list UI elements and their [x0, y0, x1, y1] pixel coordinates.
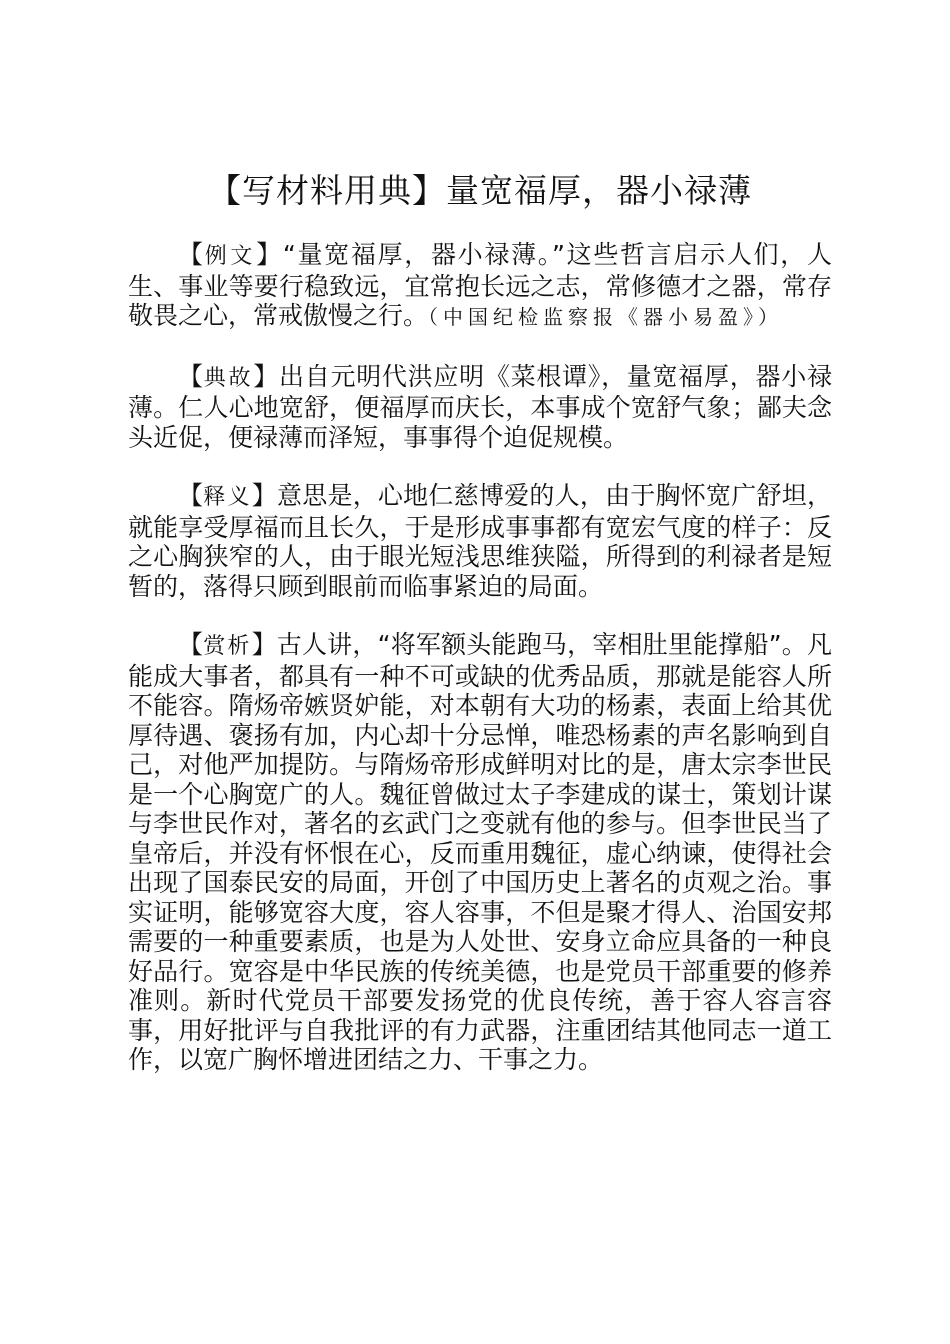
- allusion-paragraph: [128, 362, 832, 453]
- appreciation-paragraph: [128, 630, 832, 1075]
- example-tag: 【例文】: [178, 240, 283, 269]
- allusion-text: 出自元明代洪应明《菜根谭》，量宽福厚，器小禄薄。仁人心地宽舒，便福厚而庆长，本事成个宽舒气象；鄙夫念头近促，便禄薄而泽短，事事得个迫促规模。: [128, 361, 832, 452]
- appreciation-tag: 【赏析】: [178, 630, 277, 659]
- document-page: [128, 168, 832, 1104]
- example-paragraph: [128, 240, 832, 333]
- appreciation-text: 古人讲，“将军额头能跑马，宰相肚里能撑船”。凡能成大事者，都具有一种不可或缺的优秀品质，那就是能容人所不能容。隋炀帝嫉贤妒能，对本朝有大功的杨素，表面上给其优厚待遇、褒扬有加，内心却十分忌惮，唯恐杨素的声名影响到自己，对他严加提防。与隋炀帝形成鲜明对比的是，唐太宗李世民是一个心胸宽广的人。魏征曾做过太子李建成的谋士，策划计谋与李世民作对，著名的玄武门之变就有他的参与。但李世民当了皇帝后，并没有怀恨在心，反而重用魏征，虚心纳谏，使得社会出现了国泰民安的局面，开创了中国历史上著名的贞观之治。事实证明，能够宽容大度，容人容事，不但是聚才得人、治国安邦需要的一种重要素质，也是为人处世、安身立命应具备的一种良好品行。宽容是中华民族的传统美德，也是党员干部重要的修养准则。新时代党员干部要发扬党的优良传统，善于容人容言容事，用好批评与自我批评的有力武器，注重团结其他同志一道工作，以宽广胸怀增进团结之力、干事之力。: [128, 630, 832, 1074]
- example-source: （中国纪检监察报《器小易盈》）: [428, 305, 784, 329]
- meaning-text: 意思是，心地仁慈博爱的人，由于胸怀宽广舒坦，就能享受厚福而且长久，于是形成事事都有宽宏气度的样子：反之心胸狭窄的人，由于眼光短浅思维狭隘，所得到的利禄者是短暂的，落得只顾到眼前而临事紧迫的局面。: [128, 481, 832, 601]
- allusion-tag: 【典故】: [178, 361, 279, 391]
- example-text: “量宽福厚，器小禄薄。”这些哲言启示人们，人生、事业等要行稳致远，宜常抱长远之志，常修德才之器，常存敬畏之心，常戒傲慢之行。: [128, 240, 832, 330]
- meaning-paragraph: [128, 481, 832, 601]
- document-title: 【写材料用典】量宽福厚，器小禄薄: [208, 171, 752, 210]
- meaning-tag: 【释义】: [178, 481, 277, 510]
